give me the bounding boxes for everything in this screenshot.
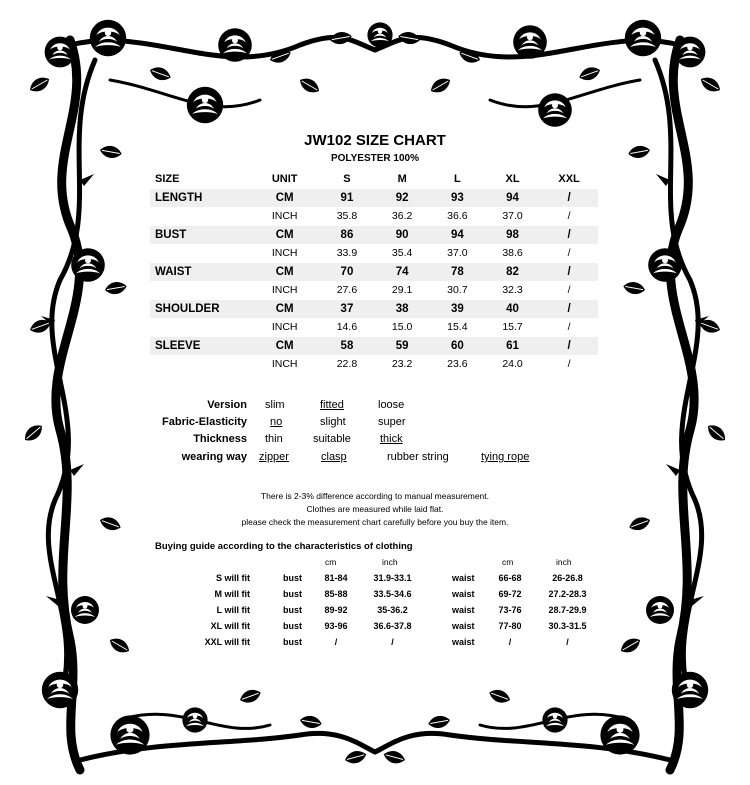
cell: 39 (430, 300, 485, 319)
guide-cell-size: L will fit (216, 605, 250, 615)
measure-label: SLEEVE (150, 337, 250, 356)
header-cell: SIZE (155, 173, 180, 186)
cell: 38 (375, 300, 430, 319)
cell: 98 (485, 226, 540, 245)
header-cell: XXL (558, 173, 580, 186)
guide-cell-waist: waist (452, 621, 475, 631)
guide-cell-waist-inch: 28.7-29.9 (548, 605, 587, 615)
table-row (150, 300, 598, 319)
guide-cell-waist: waist (452, 573, 475, 583)
cell: / (567, 247, 571, 260)
guide-cell-waist-cm: 66-68 (498, 573, 522, 583)
guide-cell-bust: bust (283, 573, 302, 583)
cell: 90 (375, 226, 430, 245)
size-table-header (150, 170, 598, 189)
guide-unit-inch: inch (556, 557, 572, 567)
elasticity-option: slight (320, 416, 346, 428)
wearing-option-selected: clasp (321, 451, 347, 463)
elasticity-label: Fabric-Elasticity (162, 416, 247, 428)
cell: INCH (271, 321, 298, 334)
measure-label: BUST (150, 226, 250, 245)
cell: 94 (430, 226, 485, 245)
measure-label: SHOULDER (150, 300, 250, 319)
guide-cell-waist-inch: / (566, 637, 569, 647)
cell: 37.0 (447, 247, 468, 260)
cell: CM (250, 300, 319, 319)
guide-cell-size: S will fit (215, 573, 250, 583)
cell: CM (250, 263, 319, 282)
thickness-label: Thickness (193, 433, 247, 445)
wearing-way-label: wearing way (181, 451, 247, 463)
page-subtitle: POLYESTER 100% (330, 153, 419, 164)
cell: CM (250, 189, 319, 208)
cell: 78 (430, 263, 485, 282)
cell: / (540, 300, 598, 319)
version-label: Version (207, 399, 247, 411)
guide-cell-bust-cm: 85-88 (324, 589, 348, 599)
guide-unit-inch: inch (382, 557, 398, 567)
guide-cell-waist-cm: 69-72 (498, 589, 522, 599)
thickness-option: thin (265, 433, 283, 445)
guide-cell-waist-cm: / (508, 637, 512, 647)
cell: 92 (375, 189, 430, 208)
cell: / (540, 337, 598, 356)
cell: 94 (485, 189, 540, 208)
guide-cell-bust-inch: / (391, 637, 394, 647)
cell: 60 (430, 337, 485, 356)
cell: 59 (375, 337, 430, 356)
cell: 36.6 (447, 210, 468, 223)
page-title: JW102 SIZE CHART (304, 132, 446, 149)
cell: 37 (319, 300, 374, 319)
cell: 15.4 (447, 321, 468, 334)
cell: 74 (375, 263, 430, 282)
cell: 40 (485, 300, 540, 319)
wearing-option-selected: tying rope (481, 451, 530, 463)
version-option: slim (265, 399, 285, 411)
cell: 22.8 (336, 358, 358, 371)
guide-cell-size: XXL will fit (204, 637, 250, 647)
measurement-note: please check the measurement chart carefully before you buy the item. (241, 517, 509, 527)
cell: CM (250, 226, 319, 245)
guide-cell-waist-inch: 27.2-28.3 (548, 589, 587, 599)
thickness-option: suitable (313, 433, 351, 445)
guide-cell-bust-cm: 93-96 (324, 621, 348, 631)
guide-cell-waist-inch: 30.3-31.5 (548, 621, 587, 631)
cell: 38.6 (502, 247, 523, 260)
guide-unit-cm: cm (502, 557, 514, 567)
table-row (150, 207, 598, 226)
version-option-selected: fitted (320, 399, 344, 411)
guide-cell-bust-inch: 31.9-33.1 (373, 573, 412, 583)
cell: / (540, 189, 598, 208)
guide-cell-waist: waist (452, 605, 475, 615)
guide-cell-bust-inch: 36.6-37.8 (373, 621, 412, 631)
header-cell: M (397, 173, 407, 186)
cell: / (540, 263, 598, 282)
cell: / (567, 210, 571, 223)
elasticity-option-selected: no (270, 416, 283, 428)
cell: CM (250, 337, 319, 356)
table-row (150, 355, 598, 374)
table-row (150, 337, 598, 356)
cell: 15.7 (502, 321, 523, 334)
cell: 36.2 (391, 210, 413, 223)
guide-cell-size: XL will fit (210, 621, 250, 631)
cell: 33.9 (336, 247, 358, 260)
size-table (150, 170, 598, 374)
cell: INCH (271, 358, 298, 371)
cell: INCH (271, 284, 298, 297)
cell: / (567, 284, 571, 297)
table-row (150, 281, 598, 300)
table-row (150, 189, 598, 208)
cell: 29.1 (391, 284, 413, 297)
guide-cell-bust: bust (283, 621, 302, 631)
cell: INCH (271, 247, 298, 260)
buying-guide-title: Buying guide according to the characteristics of clothing (155, 541, 413, 552)
cell: 58 (319, 337, 374, 356)
header-cell: XL (505, 173, 520, 186)
guide-cell-bust: bust (283, 589, 302, 599)
cell: 86 (319, 226, 374, 245)
cell: INCH (271, 210, 298, 223)
guide-cell-bust-cm: / (334, 637, 338, 647)
cell: 32.3 (502, 284, 523, 297)
cell: 93 (430, 189, 485, 208)
table-row (150, 263, 598, 282)
guide-cell-bust-inch: 35-36.2 (377, 605, 408, 615)
cell: 23.6 (447, 358, 468, 371)
cell: 27.6 (336, 284, 358, 297)
measurement-note: There is 2-3% difference according to manual measurement. (260, 491, 490, 501)
cell: 91 (319, 189, 374, 208)
header-cell: L (453, 173, 461, 186)
cell: / (540, 226, 598, 245)
guide-cell-bust-cm: 81-84 (324, 573, 348, 583)
guide-cell-waist: waist (452, 637, 475, 647)
guide-cell-waist-inch: 26-26.8 (552, 573, 583, 583)
elasticity-option: super (378, 416, 406, 428)
cell: 70 (319, 263, 374, 282)
version-option: loose (378, 399, 405, 411)
cell: 23.2 (391, 358, 413, 371)
cell: 14.6 (336, 321, 358, 334)
header-cell: S (343, 173, 351, 186)
cell: 61 (485, 337, 540, 356)
guide-cell-bust: bust (283, 637, 302, 647)
guide-cell-size: M will fit (214, 589, 250, 599)
cell: 37.0 (502, 210, 523, 223)
measure-label: LENGTH (150, 189, 250, 208)
table-row (150, 318, 598, 337)
cell: / (567, 358, 571, 371)
cell: / (567, 321, 571, 334)
thickness-option-selected: thick (380, 433, 403, 445)
cell: 35.8 (336, 210, 358, 223)
measure-label: WAIST (150, 263, 250, 282)
cell: 15.0 (391, 321, 413, 334)
cell: 35.4 (391, 247, 413, 260)
guide-cell-bust-cm: 89-92 (324, 605, 348, 615)
table-row (150, 244, 598, 263)
cell: 24.0 (502, 358, 523, 371)
header-cell: UNIT (271, 173, 298, 186)
table-row (150, 226, 598, 245)
guide-cell-bust-inch: 33.5-34.6 (373, 589, 412, 599)
guide-cell-waist-cm: 77-80 (498, 621, 522, 631)
wearing-option: rubber string (387, 451, 449, 463)
guide-cell-bust: bust (283, 605, 302, 615)
cell: 82 (485, 263, 540, 282)
guide-cell-waist-cm: 73-76 (498, 605, 522, 615)
guide-unit-cm: cm (325, 557, 337, 567)
guide-cell-waist: waist (452, 589, 475, 599)
measurement-note: Clothes are measured while laid flat. (306, 504, 444, 514)
cell: 30.7 (447, 284, 468, 297)
wearing-option-selected: zipper (259, 451, 289, 463)
